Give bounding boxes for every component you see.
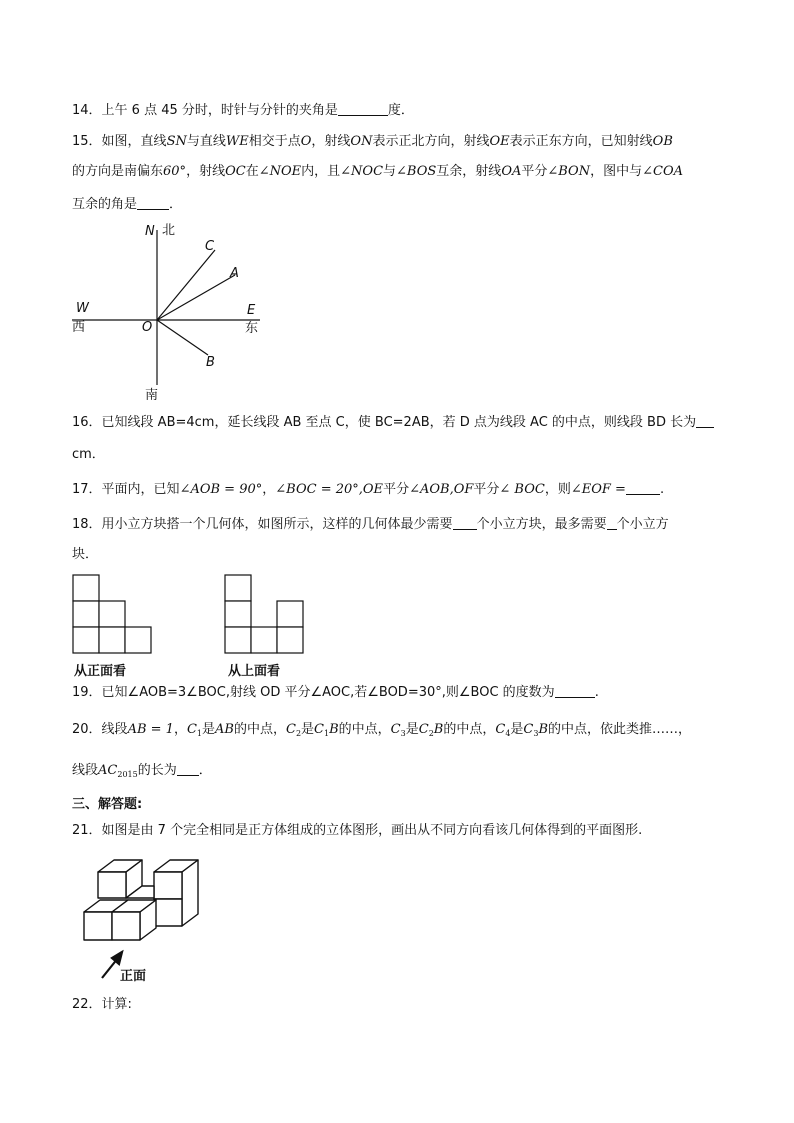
q20-math: C xyxy=(186,722,197,737)
q20-text: 是 xyxy=(405,722,419,737)
q20-text: 线段 xyxy=(72,763,99,778)
q18-text: 个小立方 xyxy=(616,517,669,532)
q20-subscript: 3 xyxy=(400,729,406,738)
q20-text: 是 xyxy=(202,722,216,737)
label-c: C xyxy=(205,239,215,254)
q20-text: 线段 xyxy=(101,722,128,737)
q15-text: 内，且 xyxy=(301,164,341,179)
q18-text: 用小立方块搭一个几何体，如图所示，这样的几何体最少需要 xyxy=(101,517,453,532)
ray-ob xyxy=(157,320,208,355)
cube-front xyxy=(112,912,140,940)
q17-text: ， xyxy=(262,482,276,497)
q20-text: 是 xyxy=(301,722,315,737)
q19-number: 19． xyxy=(72,685,102,700)
q20-subscript: 3 xyxy=(533,729,539,738)
q15-text: 与 xyxy=(383,164,397,179)
q19-blank xyxy=(555,684,595,698)
q17-math: ∠BOC = 20°,OE xyxy=(275,482,384,497)
q20-number: 20． xyxy=(72,722,102,737)
q17-math: ∠EOF = xyxy=(570,482,626,497)
q15-math: ∠NOE xyxy=(258,164,302,179)
q17-text: 平分 xyxy=(383,482,410,497)
q15-text: 表示正东方向，已知射线 xyxy=(509,134,653,149)
q21-front-label: 正面 xyxy=(120,969,147,984)
q18-top-view xyxy=(224,574,306,654)
q15-math: 60° xyxy=(163,164,187,179)
q15-text: 互余的角是 xyxy=(72,197,138,212)
q15-math: ON xyxy=(350,134,373,149)
q20-text: ， xyxy=(173,722,187,737)
q15-text: ，射线 xyxy=(186,164,226,179)
cube-front xyxy=(154,872,182,899)
q15-math: OC xyxy=(225,164,246,179)
question-15-line-2 xyxy=(72,163,683,181)
q17-math: ∠ BOC xyxy=(499,482,545,497)
q18-caption-top: 从上面看 xyxy=(228,664,281,679)
q15-text: 在 xyxy=(245,164,259,179)
question-15-line-1 xyxy=(72,133,673,151)
q15-math: ∠NOC xyxy=(340,164,384,179)
q20-math: C xyxy=(495,722,506,737)
q20-subscript: 1 xyxy=(196,729,202,738)
q20-subscript: 1 xyxy=(324,729,330,738)
q14-blank xyxy=(338,102,388,116)
q17-text: 平分 xyxy=(473,482,500,497)
q20-math: AB = 1 xyxy=(127,722,174,737)
q14-text: 上午 6 点 45 分时，时针与分针的夹角是 xyxy=(101,103,338,118)
label-south: 南 xyxy=(145,388,159,403)
q18-blank-min xyxy=(453,516,477,530)
q16-number: 16． xyxy=(72,415,102,430)
q20-subscript: 2015 xyxy=(117,770,138,779)
q20-math: C xyxy=(285,722,296,737)
q16-text-end: cm． xyxy=(72,447,105,462)
q17-math: ∠AOB,OF xyxy=(409,482,474,497)
cube-front xyxy=(98,872,126,898)
q15-text-end: ． xyxy=(169,197,183,212)
q17-text: ，则 xyxy=(544,482,571,497)
q16-blank xyxy=(696,414,714,428)
q20-subscript: 2 xyxy=(428,729,434,738)
q20-text: 的中点， xyxy=(338,722,391,737)
q21-number: 21． xyxy=(72,823,102,838)
q20-math: AB xyxy=(215,722,234,737)
cube-side xyxy=(182,860,198,926)
q20-math: AC xyxy=(98,763,118,778)
q15-text: 的方向是南偏东 xyxy=(72,164,164,179)
q15-number: 15． xyxy=(72,134,102,149)
q21-text: 如图是由 7 个完全相同是正方体组成的立体图形，画出从不同方向看该几何体得到的平面图形. xyxy=(101,823,643,838)
label-w: W xyxy=(76,301,89,316)
q20-math: C xyxy=(523,722,534,737)
label-n: N xyxy=(145,224,155,239)
question-15-line-3 xyxy=(72,196,182,214)
q15-math: OA xyxy=(501,164,522,179)
q15-blank xyxy=(137,196,169,210)
q20-subscript: 2 xyxy=(295,729,302,738)
question-22 xyxy=(72,996,132,1014)
q14-text-end: 度． xyxy=(387,103,414,118)
q18-text: 个小立方块，最多需要 xyxy=(476,517,607,532)
q20-text: 的中点，依此类推……， xyxy=(548,722,692,737)
q15-text: 平分 xyxy=(521,164,548,179)
label-north: 北 xyxy=(162,223,176,238)
q17-text: 平面内，已知 xyxy=(101,482,180,497)
q15-text: 与直线 xyxy=(186,134,226,149)
q15-math: OE xyxy=(489,134,510,149)
q17-math: ∠AOB = 90° xyxy=(179,482,263,497)
q14-number: 14． xyxy=(72,103,102,118)
q18-text-end: 块． xyxy=(72,547,99,562)
q20-blank xyxy=(177,762,199,776)
q15-math: SN xyxy=(166,134,187,149)
q22-number: 22． xyxy=(72,997,102,1012)
q15-text: ，图中与 xyxy=(590,164,643,179)
label-b: B xyxy=(206,355,215,370)
q20-math: C xyxy=(390,722,401,737)
q20-math: C xyxy=(418,722,429,737)
q18-blank-max xyxy=(607,516,617,530)
q18-front-view xyxy=(72,574,154,654)
q15-text: ，射线 xyxy=(311,134,351,149)
q22-text: 计算: xyxy=(101,997,132,1012)
ray-oa xyxy=(157,275,235,320)
q17-blank xyxy=(626,481,660,495)
q15-text: 如图，直线 xyxy=(101,134,167,149)
q18-number: 18． xyxy=(72,517,102,532)
q16-text: 已知线段 AB=4cm，延长线段 AB 至点 C，使 BC=2AB，若 D 点为线段 AC 的中点，则线段 BD 长为 xyxy=(101,415,697,430)
question-14 xyxy=(72,102,414,120)
label-east: 东 xyxy=(245,321,259,336)
q15-text: 互余，射线 xyxy=(436,164,502,179)
question-18 xyxy=(72,516,669,534)
q15-text: 相交于点 xyxy=(248,134,301,149)
q19-text: 已知∠AOB=3∠BOC,射线 OD 平分∠AOC,若∠BOD=30°,则∠BOC 的度数为 xyxy=(101,685,555,700)
question-21 xyxy=(72,822,642,840)
question-16-line-2 xyxy=(72,446,105,464)
question-18-line-2 xyxy=(72,546,98,564)
question-17 xyxy=(72,481,664,499)
q20-math: B xyxy=(433,722,444,737)
label-west: 西 xyxy=(72,320,86,335)
section-3-heading: 三、解答题: xyxy=(72,797,143,812)
q19-text-end: . xyxy=(594,685,599,700)
cube-front xyxy=(84,912,112,940)
q17-number: 17． xyxy=(72,482,102,497)
q15-math: ∠COA xyxy=(642,164,684,179)
q20-math: B xyxy=(329,722,339,737)
label-e: E xyxy=(247,303,256,318)
q15-compass-figure xyxy=(60,220,270,385)
question-19 xyxy=(72,684,599,702)
q20-text: 是 xyxy=(510,722,524,737)
question-20-line-2 xyxy=(72,762,212,784)
q20-math: C xyxy=(314,722,324,737)
q15-math: ∠BOS xyxy=(396,164,437,179)
q15-math: OB xyxy=(652,134,673,149)
cube-front xyxy=(154,899,182,926)
q18-caption-front: 从正面看 xyxy=(74,664,127,679)
q20-text: 的中点， xyxy=(233,722,286,737)
q20-subscript: 4 xyxy=(505,729,511,738)
q15-text: 表示正北方向，射线 xyxy=(372,134,490,149)
question-16 xyxy=(72,414,714,432)
label-o: O xyxy=(142,320,153,335)
q15-math: O xyxy=(300,134,312,149)
q20-text: 的长为 xyxy=(137,763,177,778)
q15-math: ∠BON xyxy=(547,164,591,179)
q20-text-end: ． xyxy=(198,763,212,778)
q17-text-end: . xyxy=(659,482,665,497)
q20-math: B xyxy=(538,722,549,737)
question-20 xyxy=(72,721,691,743)
label-a: A xyxy=(230,266,239,281)
q20-text: 的中点， xyxy=(443,722,496,737)
q15-math: WE xyxy=(225,134,249,149)
ray-oc xyxy=(157,250,215,320)
